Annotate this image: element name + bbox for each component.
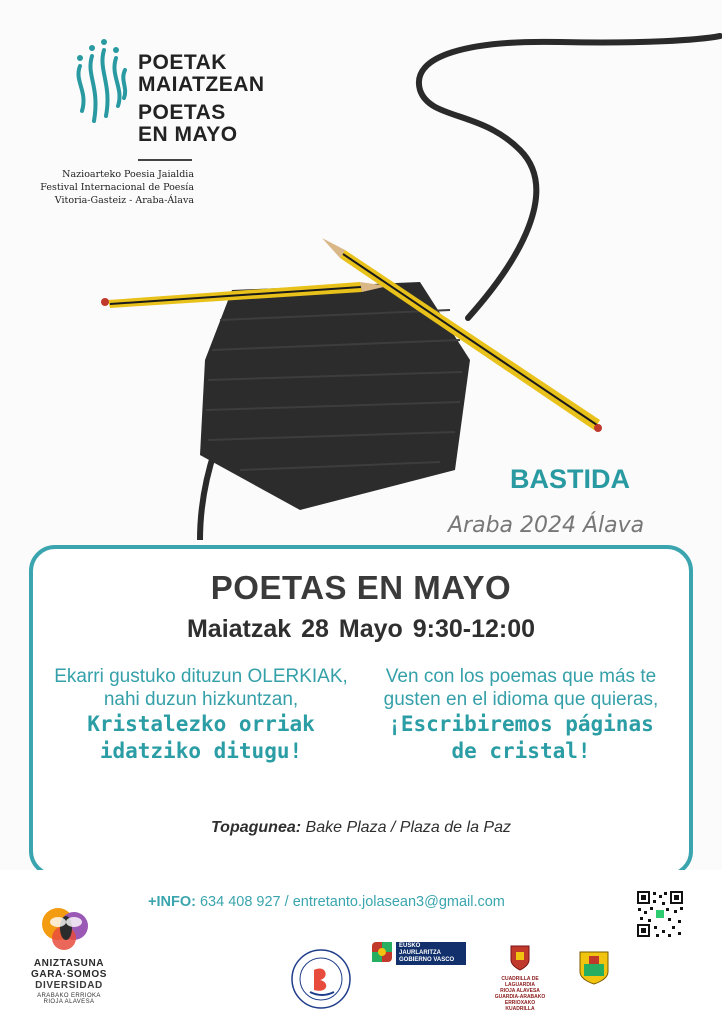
yarn-bottom — [200, 450, 215, 540]
diversity-line1: ANIZTASUNA — [33, 958, 105, 969]
contact-info — [148, 894, 505, 910]
festival-subtitle — [40, 168, 194, 207]
footer — [0, 870, 722, 1022]
festival-subtitle-line2: Festival Internacional de Poesía — [40, 182, 194, 193]
cuadrilla-line3: GUARDIA-ARABAKO ERRIOXAKO — [494, 994, 546, 1006]
cuadrilla-logo — [492, 944, 548, 1012]
diversity-line2: GARA·SOMOS — [31, 969, 107, 980]
basque-government-shield-icon — [370, 940, 394, 964]
cuadrilla-line4: KUADRILLA — [505, 1006, 535, 1012]
edition-label: Araba 2024 Álava — [448, 513, 645, 538]
festival-subtitle-line3: Vitoria-Gasteiz - Araba-Álava — [54, 195, 194, 206]
cuadrilla-line2: RIOJA ALAVESA — [500, 988, 540, 994]
basque-government-label — [396, 942, 466, 965]
festival-name-line2: MAIATZEAN — [138, 73, 265, 96]
cuadrilla-shield-icon — [509, 944, 531, 972]
spanish-column — [371, 665, 671, 765]
logo-divider — [138, 159, 192, 161]
festival-logo-icon — [70, 36, 130, 128]
meeting-point — [33, 819, 689, 837]
contact-value[interactable]: 634 408 927 / entretanto.jolasean3@gmail.com — [199, 894, 505, 910]
qr-code-icon[interactable] — [636, 890, 684, 938]
festival-name — [138, 52, 265, 146]
meeting-label: Topagunea: — [211, 819, 302, 836]
event-date: Maiatzak 28 Mayo 9:30-12:00 — [186, 615, 536, 643]
entretanto-logo-icon — [290, 948, 352, 1010]
festival-name-line4: EN MAYO — [138, 123, 238, 146]
diversity-logo-text — [28, 958, 110, 1005]
festival-subtitle-line1: Nazioarteko Poesia Jaialdia — [62, 169, 194, 180]
basque-government-line2: GOBIERNO VASCO — [399, 957, 455, 963]
basque-column — [51, 665, 351, 765]
event-title: POETAS EN MAYO — [210, 569, 512, 606]
basque-government-line1: EUSKO JAURLARITZA — [399, 943, 441, 956]
basque-handwritten: Kristalezko orriak idatziko ditugu! — [87, 712, 315, 763]
diversity-line3: DIVERSIDAD — [35, 980, 103, 991]
meeting-place: Bake Plaza / Plaza de la Paz — [305, 819, 511, 836]
town-coat-of-arms-icon — [578, 950, 610, 986]
spanish-handwritten: ¡Escribiremos páginas de cristal! — [388, 712, 654, 763]
diversity-line4: ARABAKO ERRIOKA — [37, 993, 101, 999]
yarn-top — [419, 36, 720, 318]
festival-name-line3: POETAS — [138, 101, 226, 124]
bee-logo-icon — [36, 902, 96, 958]
contact-label: +INFO: — [148, 894, 196, 910]
location-town: BASTIDA — [510, 464, 630, 494]
diversity-line5: RIOJA ALAVESA — [43, 999, 95, 1005]
spanish-text: Ven con los poemas que más te gusten en el idioma que quieras, — [383, 666, 659, 710]
basque-text: Ekarri gustuko dituzun OLERKIAK, nahi duzun hizkuntzan, — [54, 666, 348, 710]
event-info-box — [29, 545, 693, 877]
cuadrilla-line1: CUADRILLA DE LAGUARDIA — [501, 976, 539, 988]
festival-name-line1: POETAK — [138, 51, 227, 74]
